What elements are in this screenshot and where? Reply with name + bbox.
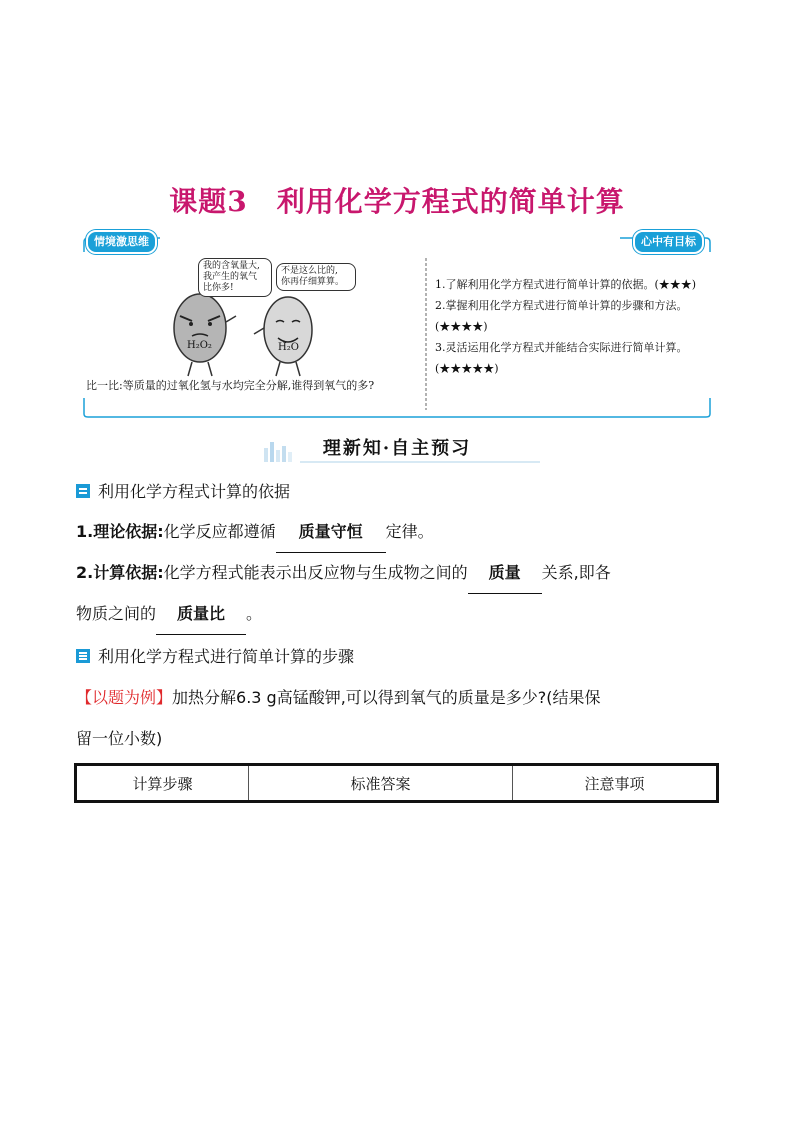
heading-steps-text: 利用化学方程式进行简单计算的步骤 <box>98 647 355 666</box>
section-one-icon <box>76 484 90 498</box>
item2-blank2: 质量比 <box>156 594 246 635</box>
item1-post: 定律。 <box>385 522 434 541</box>
learning-goals <box>435 274 710 379</box>
item2-mid: 关系,即各 <box>541 563 611 582</box>
bubble-line: 我产生的氧气 <box>203 272 258 282</box>
heading-basis-text: 利用化学方程式计算的依据 <box>98 482 291 501</box>
page-title: 课题3 利用化学方程式的简单计算 <box>169 185 625 218</box>
item-calc-basis <box>76 553 726 594</box>
item2-label: 2.计算依据: <box>76 563 164 582</box>
table-header-row <box>76 765 718 802</box>
header-answer: 标准答案 <box>249 765 513 802</box>
label-h2o2: H₂O₂ <box>187 340 212 351</box>
example-text-1: 加热分解6.3 g高锰酸钾,可以得到氧气的质量是多少?(结果保 <box>172 688 601 707</box>
intro-caption: 比一比:等质量的过氧化氢与水均完全分解,谁得到氧气的多? <box>86 379 375 392</box>
item2-pre2: 物质之间的 <box>76 604 157 623</box>
item1-pre: 化学反应都遵循 <box>163 522 276 541</box>
bubble-line: 你再仔细算算。 <box>281 277 345 287</box>
tag-goals: 心中有目标 <box>633 230 704 254</box>
heading-steps <box>76 645 354 669</box>
label-h2o: H₂O <box>278 342 299 353</box>
item1-blank: 质量守恒 <box>276 512 386 553</box>
bubble-line: 不是这么比的, <box>281 266 338 276</box>
example-line-2: 留一位小数) <box>76 729 163 748</box>
item-theory-basis <box>76 512 726 553</box>
item2-pre: 化学方程式能表示出反应物与生成物之间的 <box>163 563 468 582</box>
bubble-line: 我的含氧量大, <box>203 261 260 271</box>
bubble-line: 比你多! <box>203 283 234 293</box>
goal-item: 1.了解利用化学方程式进行简单计算的依据。(★★★) <box>435 278 697 291</box>
h2o-character-icon <box>254 297 312 376</box>
item2-post: 。 <box>246 604 263 623</box>
example-line-1 <box>76 678 726 718</box>
banner-underline <box>300 461 540 463</box>
intro-panel <box>80 230 714 420</box>
header-notes: 注意事项 <box>513 765 718 802</box>
item2-blank1: 质量 <box>468 553 542 594</box>
item1-label: 1.理论依据: <box>76 522 164 541</box>
header-steps: 计算步骤 <box>132 774 193 793</box>
steps-table <box>74 763 719 803</box>
item-calc-basis-cont <box>76 594 726 635</box>
tag-situation: 情境激思维 <box>86 230 157 254</box>
heading-basis <box>76 480 290 504</box>
section-two-icon <box>76 649 90 663</box>
goal-item: 2.掌握利用化学方程式进行简单计算的步骤和方法。(★★★★) <box>435 299 688 333</box>
speech-bubble-right <box>276 263 356 291</box>
section-banner: 理新知·自主预习 <box>322 438 472 459</box>
example-tag: 【以题为例】 <box>76 688 173 707</box>
goal-item: 3.灵活运用化学方程式并能结合实际进行简单计算。(★★★★★) <box>435 341 688 375</box>
h2o2-character-icon <box>174 294 236 376</box>
speech-bubble-left <box>198 258 272 297</box>
